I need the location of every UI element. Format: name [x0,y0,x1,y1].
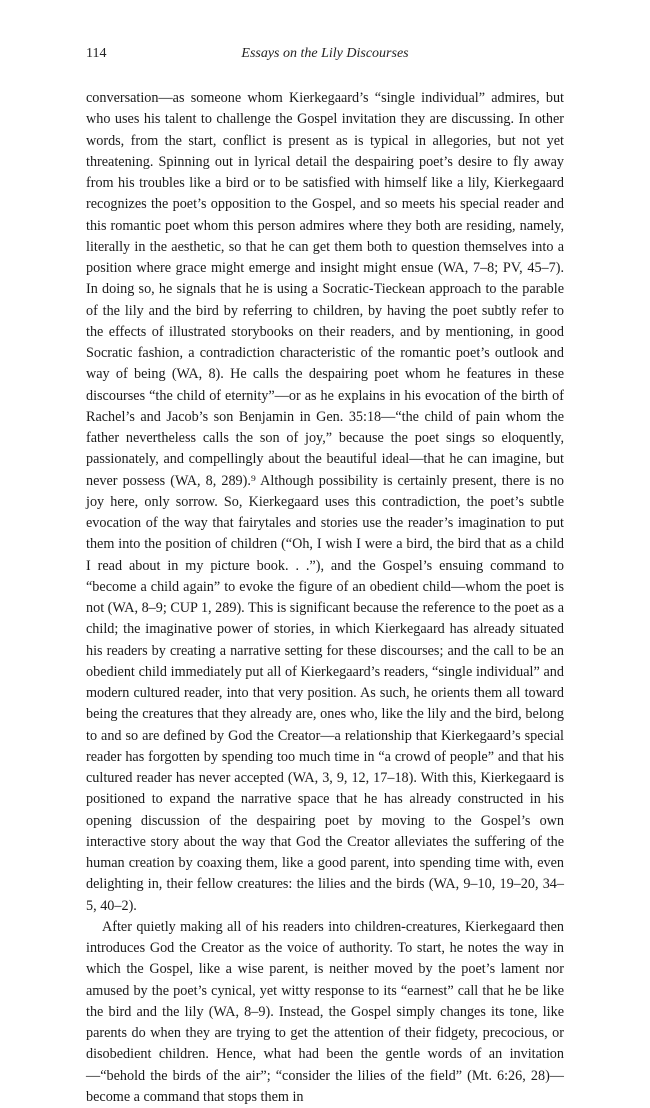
running-head: Essays on the Lily Discourses [241,46,409,61]
page-header [86,46,564,66]
body-text [86,88,564,1108]
paragraph-2: After quietly making all of his readers into children-creatures, Kierkegaard then introduces God the Creator as the voice of authority. To start, he notes the way in which the Gospel, like a wise parent, is neither moved by the poet’s lament nor amused by the poet’s cynical, yet witty response to its “earnest” call that he be like the bird and the lily (WA, 8–9). Instead, the Gospel simply changes its tone, like parents do when they are trying to get the attention of their fidgety, precocious, or disobedient children. Hence, what had been the gentle words of an invitation—“behold the birds of the air”; “consider the lilies of the field” (Mt. 6:26, 28)—become a command that stops them in [86,918,564,1105]
paragraph-1: conversation—as someone whom Kierkegaard’s “single individual” admires, but who uses his talent to challenge the Gospel invitation they are discussing. In other words, from the start, conflict is present as is typical in allegories, but not yet threatening. Spinning out in lyrical detail the despairing poet’s desire to fly away from his troubles like a bird or to be satisfied with himself like a lily, Kierkegaard recognizes the poet’s opposition to the Gospel, and so meets his special reader and this romantic poet whom this person admires where they both are residing, namely, literally in the aesthetic, so that he can get them both to question themselves into a position where grace might emerge and insight might ensue (WA, 7–8; PV, 45–7). In doing so, he signals that he is using a Socratic-Tieckean approach to the parable of the lily and the bird by referring to children, by having the poet subtly refer to the effects of illustrated storybooks on their readers, and by mentioning, in good Socratic fashion, a contradiction characteristic of the romantic poet’s outlook and way of being (WA, 8). He calls the despairing poet whom he features in these discourses “the child of eternity”—or as he explains in his evocation of the birth of Rachel’s and Jacob’s son Benjamin in Gen. 35:18—“the child of pain whom the father nevertheless calls the son of joy,” because the poet sings so eloquently, passionately, and compellingly about the beautiful ideal—that he can imagine, but never possess (WA, 8, 289).⁹ Although possibility is certainly present, there is no joy here, only sorrow. So, Kierkegaard uses this contradiction, the poet’s subtle evocation of the way that fairytales and stories use the reader’s imagination to put them into the position of children (“Oh, I wish I were a bird, the bird that as a child I read about in my picture book. . .”), and the Gospel’s ensuing command to “become a child again” to evoke the figure of an obedient child—whom the poet is not (WA, 8–9; CUP 1, 289). This is significant because the reference to the poet as a child; the imaginative power of stories, in which Kierkegaard has already situated his readers by creating a narrative setting for these discourses; and the call to be an obedient child immediately put all of Kierkegaard’s readers, “single individual” and modern cultured reader, into that very position. As such, he orients them all toward being the creatures that they already are, ones who, like the lily and the bird, belong to and so are defined by God the Creator—a relationship that Kierkegaard’s special reader has forgotten by spending too much time in “a crowd of people” and that his cultured reader has never accepted (WA, 3, 9, 12, 17–18). With this, Kierkegaard is positioned to expand the narrative space that he has already constructed in his opening discussion of the despairing poet by moving to the Gospel’s own interactive story about the way that God the Creator alleviates the suffering of the human creation by coaxing them, like a good parent, into spending time with, even delighting in, their fellow creatures: the lilies and the birds (WA, 9–10, 19–20, 34–5, 40–2). [86,90,564,914]
page-number: 114 [86,46,107,61]
